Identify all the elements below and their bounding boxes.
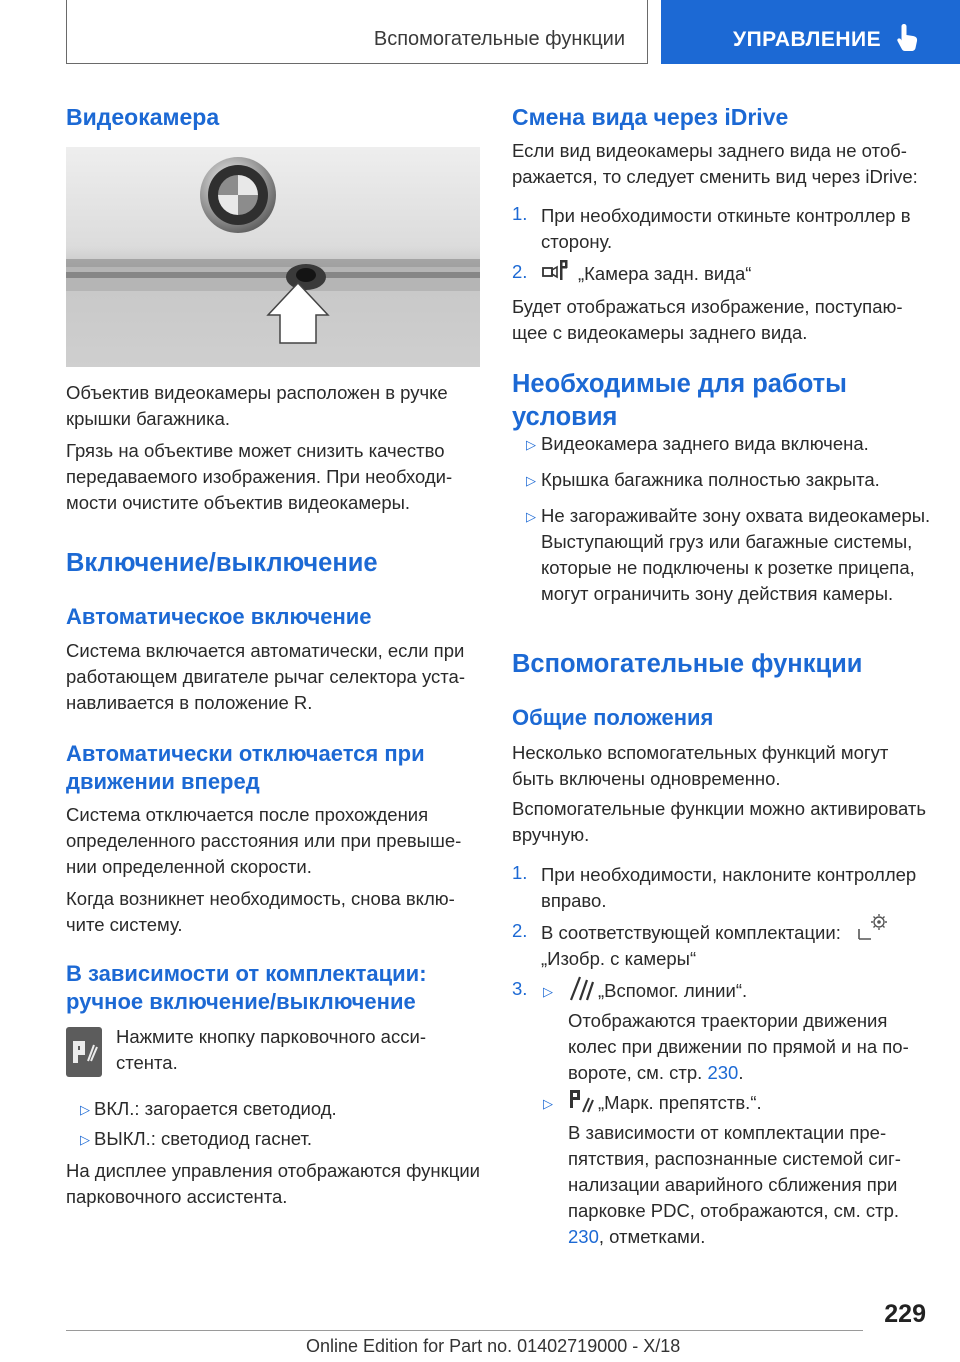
aux-step-3-b: „Марк. препятств.“. bbox=[598, 1092, 762, 1113]
condition-2: Крышка багажника полностью закрыта. bbox=[541, 469, 880, 490]
bullet-off: ВЫКЛ.: светодиод гаснет. bbox=[94, 1128, 313, 1149]
bullet-triangle-icon: ▷ bbox=[543, 984, 553, 999]
page-link[interactable]: 230 bbox=[707, 1062, 739, 1083]
aux-step-1: При необходимости, наклоните контроллер вправо. bbox=[541, 864, 917, 911]
camera-settings-icon[interactable] bbox=[855, 913, 889, 943]
aux-step-3-a: „Вспомог. линии“. bbox=[598, 980, 748, 1001]
bullet-triangle-icon: ▷ bbox=[80, 1132, 90, 1147]
bullet-triangle-icon: ▷ bbox=[526, 473, 536, 488]
paragraph-auto-on: Система включается автоматически, если при работающем двигателе рычаг селектора устанавливается в положение R. bbox=[66, 640, 465, 713]
obstacle-marking-icon[interactable] bbox=[567, 1086, 595, 1114]
step-number: 2. bbox=[512, 920, 528, 941]
heading-camera: Видеокамера bbox=[66, 104, 220, 130]
heading-auto-on: Автоматическое включение bbox=[66, 604, 372, 629]
paragraph-button: Нажмите кнопку парковочного ассистента. bbox=[116, 1026, 426, 1073]
footer-divider bbox=[66, 1330, 863, 1331]
step-1: При необходимости откиньте контроллер в сторону. bbox=[541, 205, 911, 252]
paragraph-several: Несколько вспомогательных функций могут быть включены одновременно. bbox=[512, 742, 889, 789]
heading-on-off: Включение/выключение bbox=[66, 549, 378, 577]
paragraph-image: Будет отображаться изображение, поступающее с видеокамеры заднего вида. bbox=[512, 296, 903, 343]
bullet-triangle-icon: ▷ bbox=[80, 1102, 90, 1117]
parking-assist-button-icon[interactable] bbox=[66, 1027, 102, 1077]
camera-photo bbox=[66, 147, 480, 367]
aux-step-2-a: В соответствующей комплектации: bbox=[541, 922, 841, 943]
paragraph-auto-off: Система отключается после прохождения определенного расстояния или при превышении определенной скорости. bbox=[66, 804, 462, 877]
header-tab[interactable] bbox=[661, 0, 960, 64]
aux-step-3-b-desc: В зависимости от комплектации препятствия, распознанные системой сигнализации аварийного сближения при парковке PDC, отображаются, см. стр. 230, отметками. bbox=[568, 1122, 901, 1247]
bullet-triangle-icon: ▷ bbox=[543, 1096, 553, 1111]
heading-conditions: Необходимые для работы условия bbox=[512, 370, 847, 431]
step-number: 3. bbox=[512, 978, 528, 999]
heading-idrive: Смена вида через iDrive bbox=[512, 104, 789, 130]
header-section-box bbox=[66, 0, 648, 64]
header-tab-label: УПРАВЛЕНИЕ bbox=[733, 28, 882, 51]
step-number: 2. bbox=[512, 261, 528, 282]
header-section-title: Вспомогательные функции bbox=[373, 28, 625, 50]
paragraph-display: На дисплее управления отображаются функции парковочного ассистента. bbox=[66, 1160, 480, 1207]
paragraph-dirt: Грязь на объективе может снизить качество передаваемого изображения. При необходимости очистите объектив видеокамеры. bbox=[66, 440, 453, 513]
step-number: 1. bbox=[512, 862, 528, 883]
paragraph-manual: Вспомогательные функции можно активировать вручную. bbox=[512, 798, 926, 845]
paragraph-lens: Объектив видеокамеры расположен в ручке крышки багажника. bbox=[66, 382, 448, 429]
bullet-triangle-icon: ▷ bbox=[526, 437, 536, 452]
paragraph-idrive: Если вид видеокамеры заднего вида не отображается, то следует сменить вид через iDrive: bbox=[512, 140, 918, 187]
paragraph-again: Когда возникнет необходимость, снова включите систему. bbox=[66, 888, 455, 935]
bullet-triangle-icon: ▷ bbox=[526, 509, 536, 524]
step-number: 1. bbox=[512, 203, 528, 224]
rear-camera-icon[interactable] bbox=[541, 258, 571, 284]
page-link[interactable]: 230 bbox=[568, 1226, 599, 1247]
heading-general: Общие положения bbox=[512, 705, 714, 730]
aux-step-2-b: „Изобр. с камеры“ bbox=[541, 948, 697, 969]
guide-lines-icon[interactable] bbox=[567, 974, 595, 1002]
condition-3: Не загораживайте зону охвата видеокамеры. Выступающий груз или багажные системы, которые не подключены к розетке прицепа, могут ограничить зону действия камеры. bbox=[541, 505, 931, 604]
footer-edition: Online Edition for Part no. 01402719000 - X/18 bbox=[306, 1336, 681, 1356]
condition-1: Видеокамера заднего вида включена. bbox=[541, 433, 869, 454]
step-2: „Камера задн. вида“ bbox=[578, 263, 752, 284]
heading-manual: В зависимости от комплектации: ручное включение/выключение bbox=[66, 961, 427, 1014]
page-number: 229 bbox=[884, 1300, 926, 1328]
pointing-hand-icon bbox=[895, 22, 921, 52]
aux-step-3-a-desc: Отображаются траектории движения колес при движении по прямой и на повороте, см. стр. 230. bbox=[568, 1010, 909, 1083]
heading-auto-off: Автоматически отключается при движении вперед bbox=[66, 741, 425, 794]
heading-aux: Вспомогательные функции bbox=[512, 650, 863, 678]
bullet-on: ВКЛ.: загорается светодиод. bbox=[94, 1098, 337, 1119]
